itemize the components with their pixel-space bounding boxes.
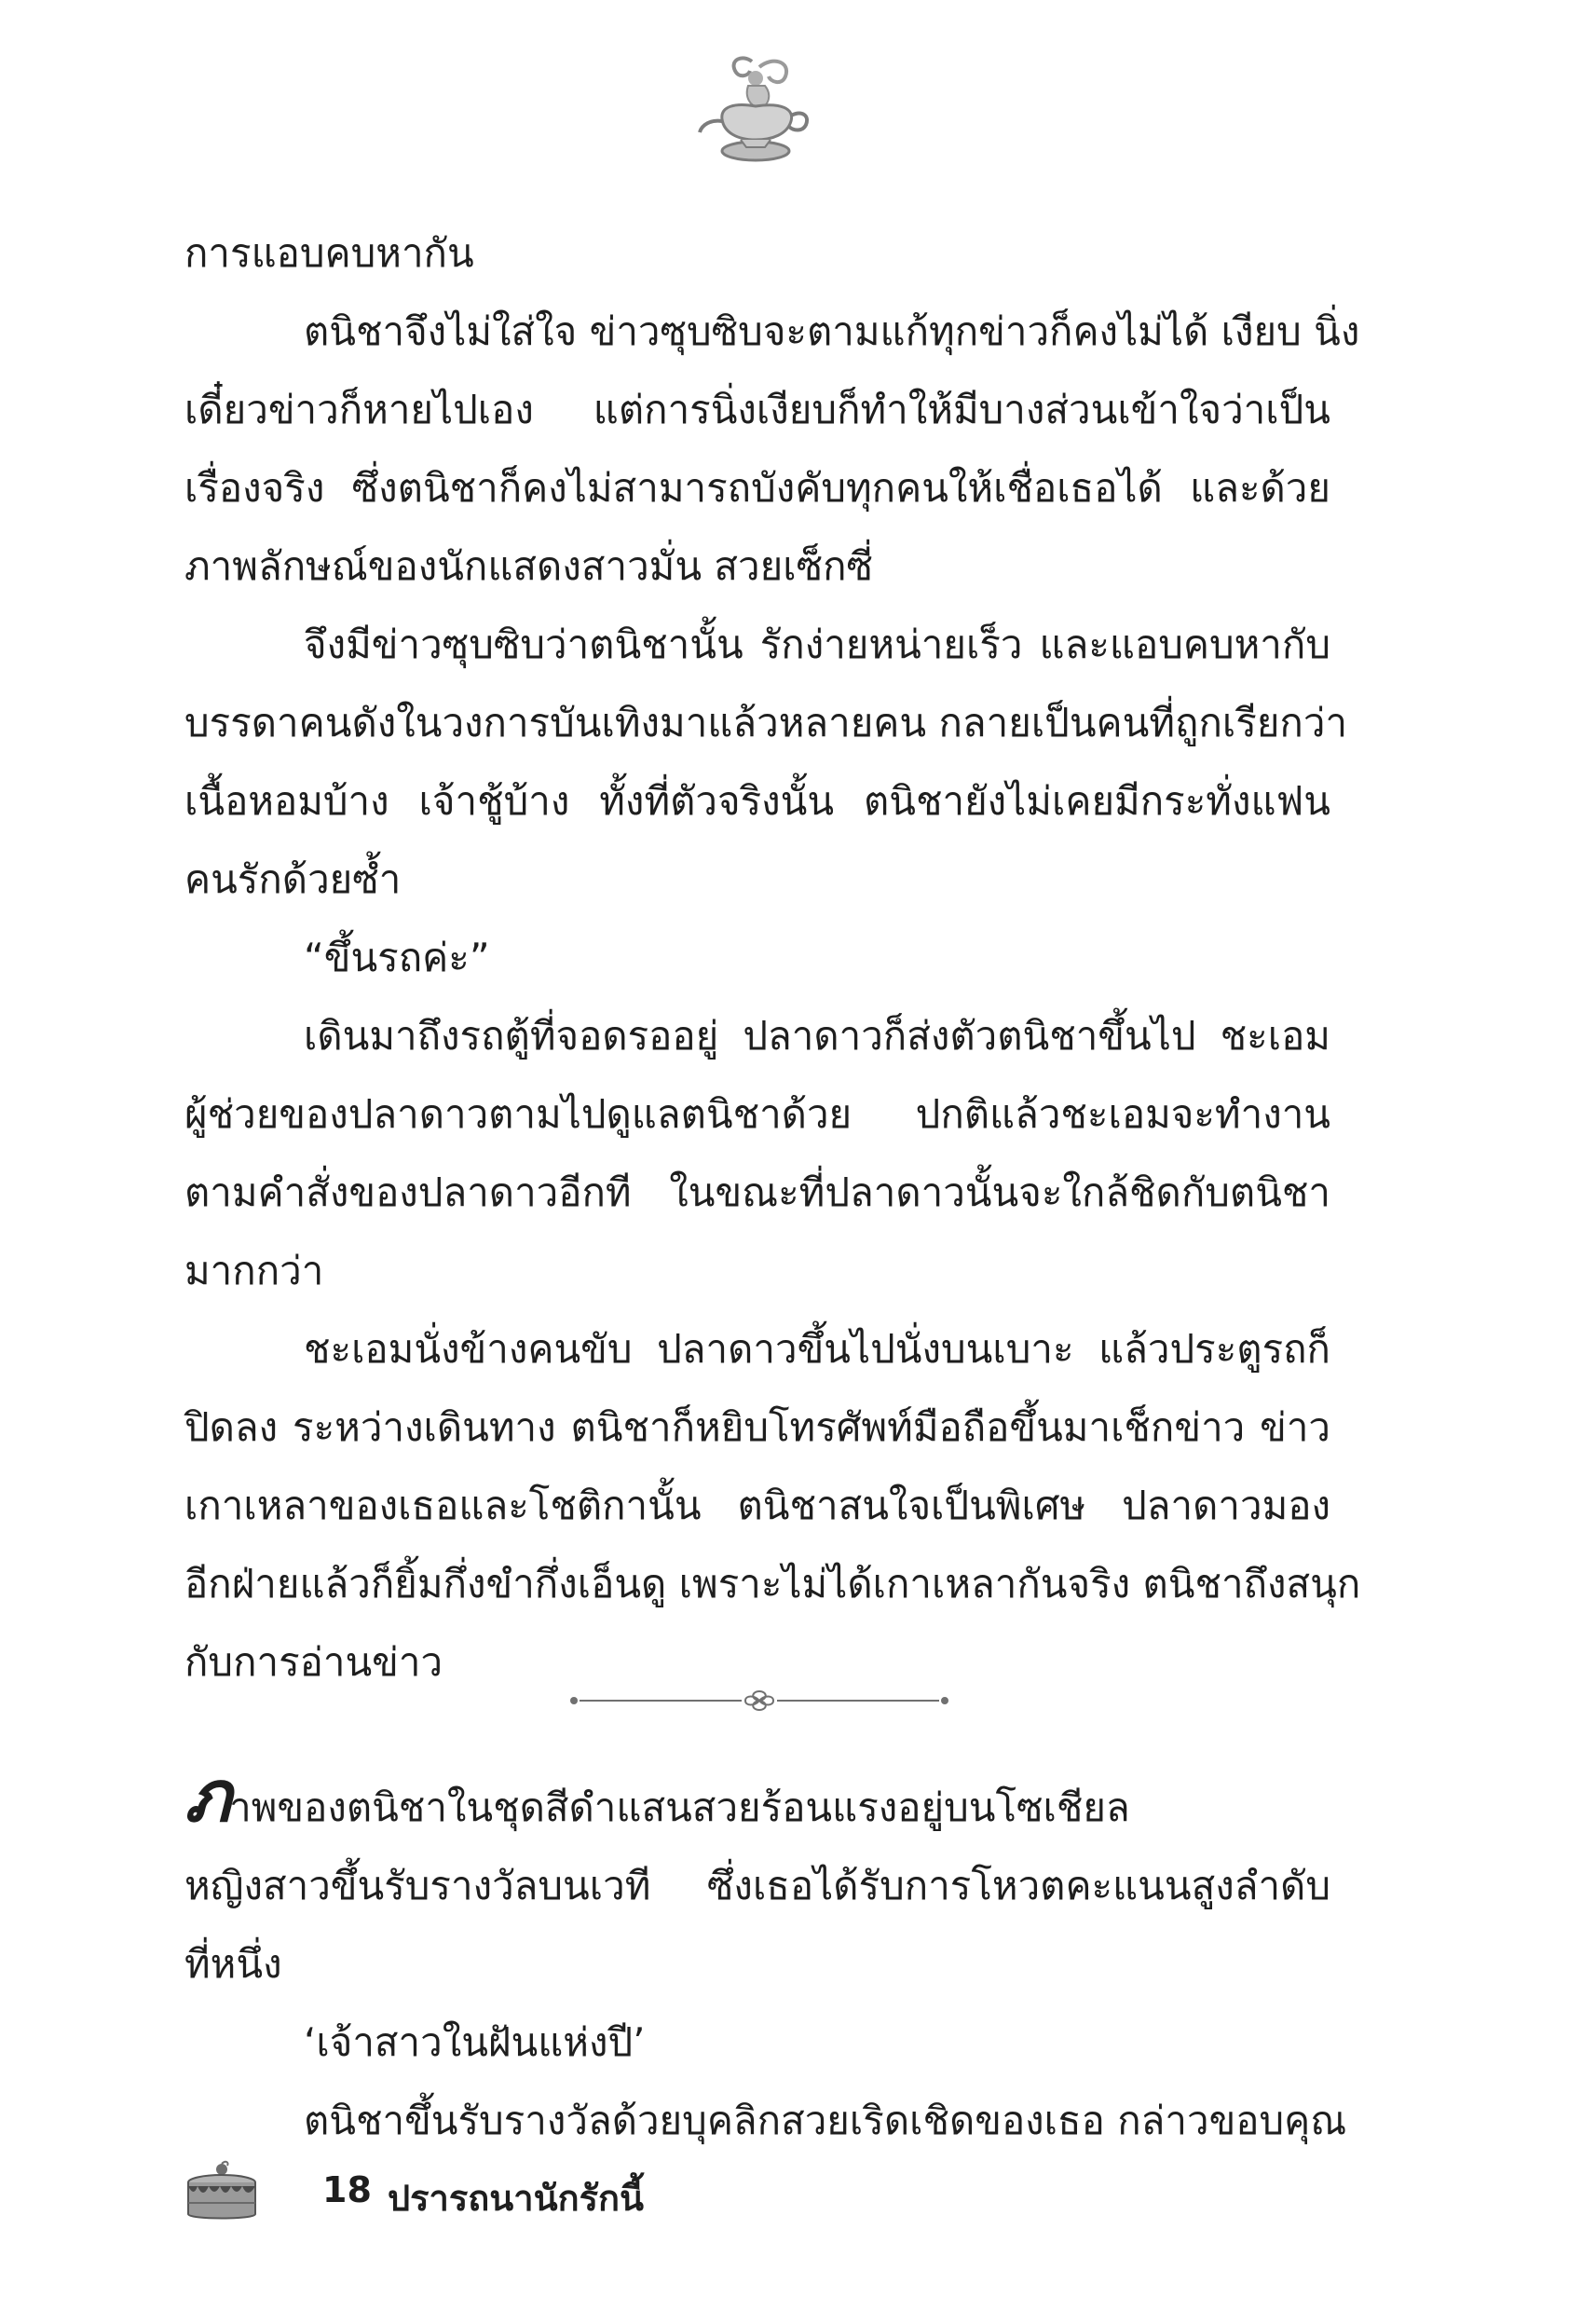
text-line: กับการอ่านข่าว bbox=[184, 1639, 443, 1685]
text-line: ผู้ช่วยของปลาดาวตามไปดูแลตนิชาด้วย ปกติแล้วชะเอมจะทำงาน bbox=[184, 1091, 1330, 1137]
text-line: เดี๋ยวข่าวก็หายไปเอง แต่การนิ่งเงียบก็ทำให้มีบางส่วนเข้าใจว่าเป็น bbox=[184, 387, 1330, 432]
body-text-section-1 bbox=[184, 214, 1361, 1702]
text-line: หญิงสาวขึ้นรับรางวัลบนเวที ซึ่งเธอได้รับการโหวตคะแนนสูงลำดับ bbox=[184, 1863, 1330, 1908]
text-line: เรื่องจริง ซึ่งตนิชาก็คงไม่สามารถบังคับทุกคนให้เชื่อเธอได้ และด้วย bbox=[184, 465, 1330, 511]
text-line: การแอบคบหากัน bbox=[184, 230, 474, 276]
text-line: ที่หนึ่ง bbox=[184, 1941, 282, 1987]
text-line: ปิดลง ระหว่างเดินทาง ตนิชาก็หยิบโทรศัพท์มือถือขึ้นมาเช็กข่าว ข่าว bbox=[184, 1404, 1330, 1450]
lamp-fairy-ornament-icon bbox=[694, 54, 815, 164]
text-line: มากกว่า bbox=[184, 1248, 324, 1293]
text-line: เกาเหลาของเธอและโชติกานั้น ตนิชาสนใจเป็นพิเศษ ปลาดาวมอง bbox=[184, 1483, 1330, 1528]
floral-divider-icon bbox=[568, 1687, 950, 1715]
text-line: เนื้อหอมบ้าง เจ้าชู้บ้าง ทั้งที่ตัวจริงนั้น ตนิชายังไม่เคยมีกระทั่งแฟน bbox=[184, 778, 1330, 824]
text-line: เดินมาถึงรถตู้ที่จอดรออยู่ ปลาดาวก็ส่งตัวตนิชาขึ้นไป ชะเอม bbox=[304, 1013, 1330, 1059]
text-line: ชะเอมนั่งข้างคนขับ ปลาดาวขึ้นไปนั่งบนเบาะ แล้วประตูรถก็ bbox=[304, 1326, 1330, 1372]
chapter-opening-line bbox=[184, 1755, 1330, 1847]
body-text-section-2 bbox=[184, 1755, 1347, 2160]
text-line: ภาพลักษณ์ของนักแสดงสาวมั่น สวยเซ็กซี่ bbox=[184, 543, 874, 589]
quote-line: ‘เจ้าสาวในฝันแห่งปี’ bbox=[304, 2019, 646, 2065]
dialogue-line: “ขึ้นรถค่ะ” bbox=[304, 935, 490, 980]
text-line: ตนิชาขึ้นรับรางวัลด้วยบุคลิกสวยเริดเชิดของเธอ กล่าวขอบคุณ bbox=[304, 2098, 1347, 2143]
text-line: จึงมีข่าวซุบซิบว่าตนิชานั้น รักง่ายหน่ายเร็ว และแอบคบหากับ bbox=[304, 622, 1330, 667]
book-title: ปรารถนานักรักนี้ bbox=[388, 2178, 644, 2219]
text-line: คนรักด้วยซ้ำ bbox=[184, 856, 402, 902]
page-footer bbox=[184, 2160, 837, 2235]
text-line: าพของตนิชาในชุดสีดำแสนสวยร้อนแรงอยู่บนโซเชียล bbox=[229, 1785, 1130, 1830]
text-line: ตามคำสั่งของปลาดาวอีกที ในขณะที่ปลาดาวนั้นจะใกล้ชิดกับตนิชา bbox=[184, 1169, 1330, 1215]
cake-icon bbox=[184, 2160, 259, 2225]
text-line: อีกฝ่ายแล้วก็ยิ้มกึ่งขำกึ่งเอ็นดู เพราะไม่ได้เกาเหลากันจริง ตนิชาถึงสนุก bbox=[184, 1561, 1361, 1607]
text-line: ตนิชาจึงไม่ใส่ใจ ข่าวซุบซิบจะตามแก้ทุกข่าวก็คงไม่ได้ เงียบ นิ่ง bbox=[304, 308, 1360, 354]
drop-cap: ภ bbox=[184, 1755, 230, 1838]
text-line: บรรดาคนดังในวงการบันเทิงมาแล้วหลายคน กลายเป็นคนที่ถูกเรียกว่า bbox=[184, 700, 1348, 745]
page-number: 18 bbox=[322, 2169, 372, 2210]
